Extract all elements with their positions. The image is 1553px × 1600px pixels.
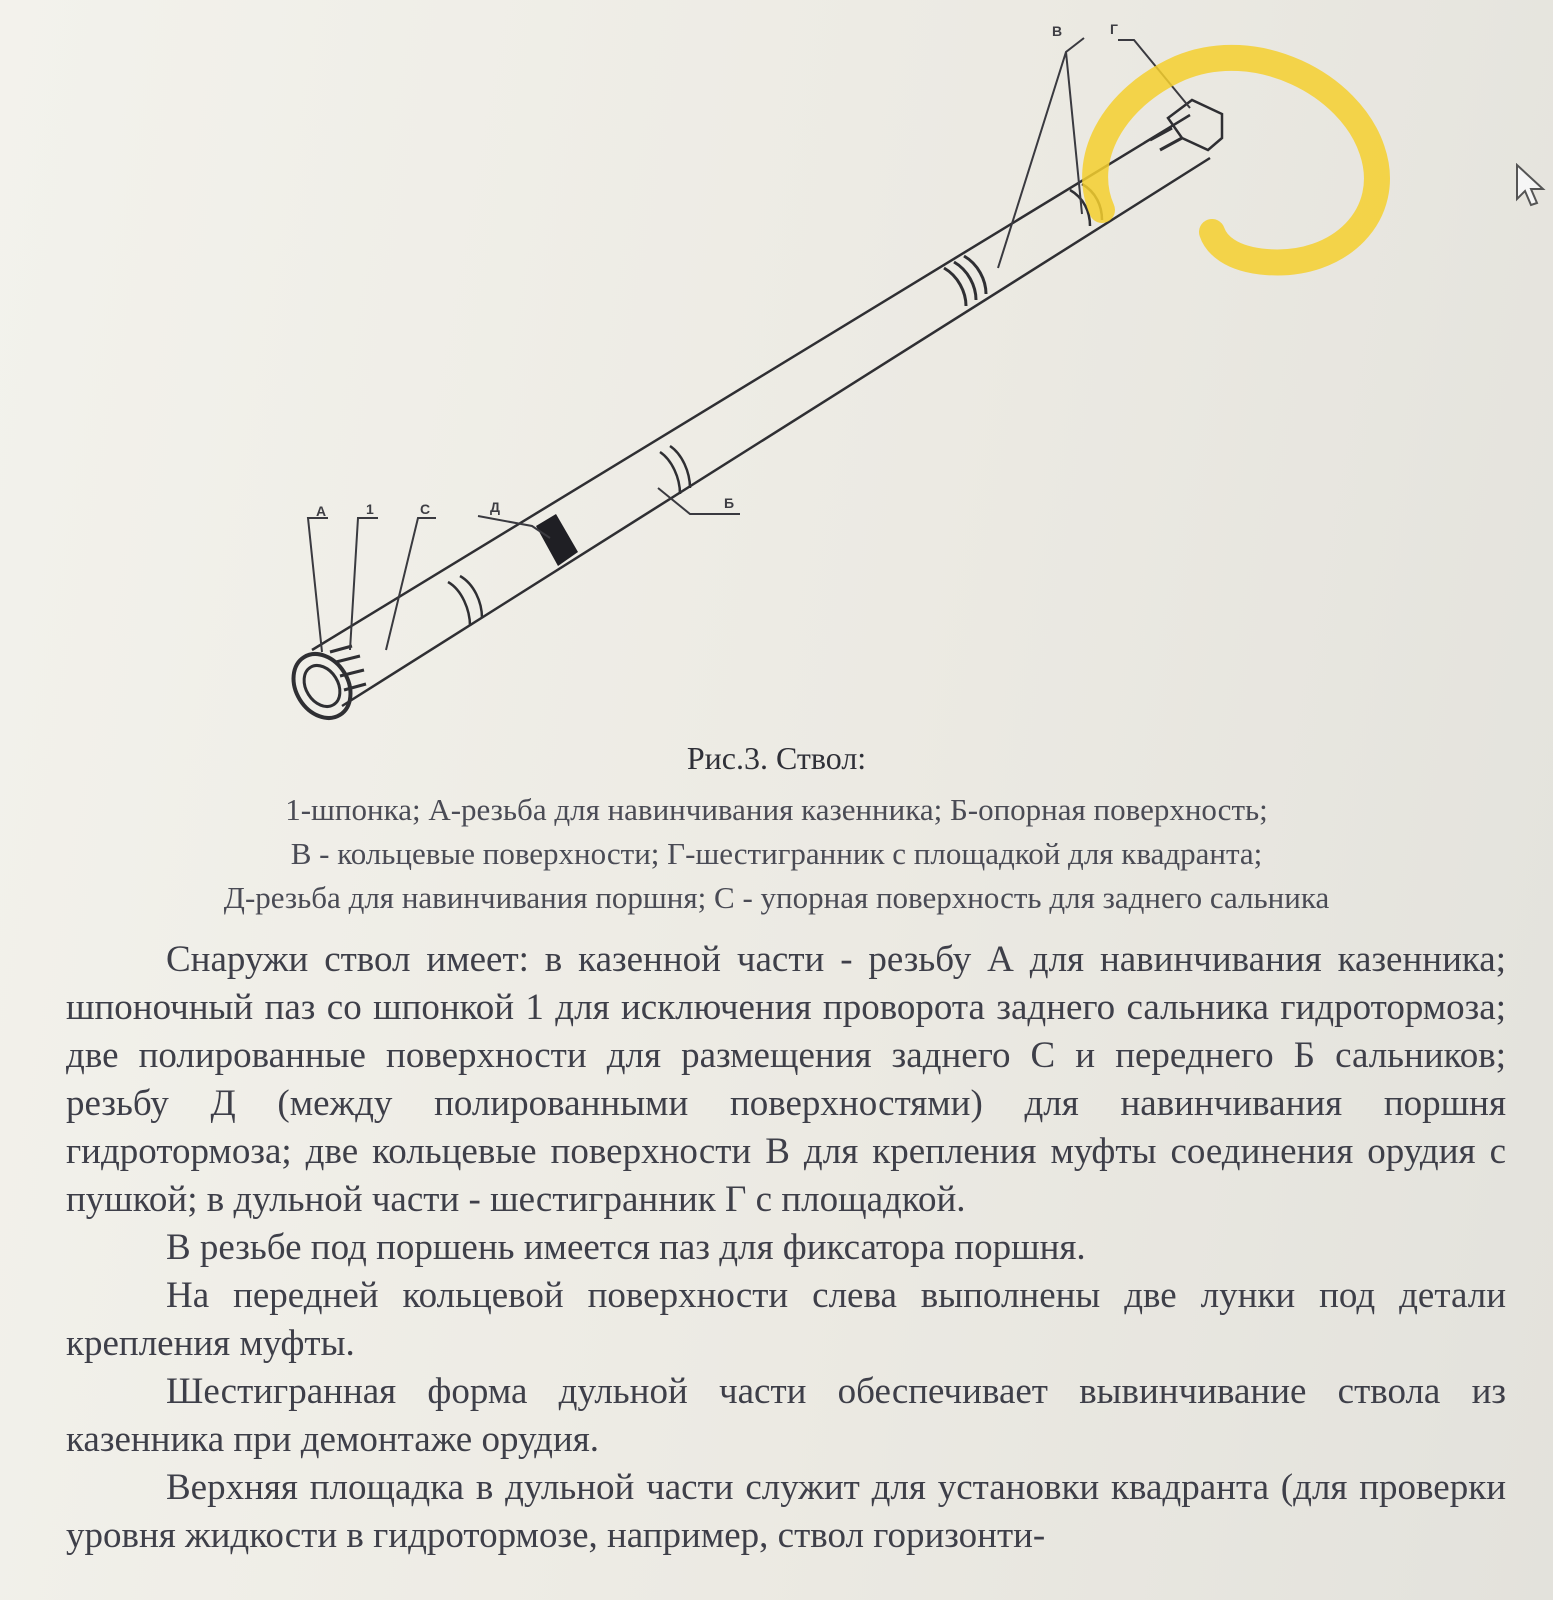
mouse-pointer-icon [1515, 163, 1547, 209]
callout-g: Г [1110, 21, 1118, 37]
callout-v: В [1052, 23, 1063, 39]
body-text [66, 936, 1506, 1560]
figure-legend-line: Д-резьба для навинчивания поршня; С - упорная поверхность для заднего сальника [223, 880, 1330, 915]
barrel-figure [0, 0, 1553, 740]
leader-s [386, 518, 436, 650]
ring-b [660, 446, 690, 494]
leader-1 [350, 518, 378, 650]
callout-d: Д [490, 499, 500, 515]
body-paragraph: На передней кольцевой поверхности слева выполнены две лунки под детали крепления муфты. [66, 1275, 1506, 1364]
body-paragraph: В резьбе под поршень имеется паз для фиксатора поршня. [166, 1227, 1086, 1268]
body-paragraph: Снаружи ствол имеет: в казенной части - резьбу А для навинчивания казенника; шпоночный паз со шпонкой 1 для исключения проворота заднего сальника гидротормоза; две полированные поверхности для размещения заднего С и переднего Б сальников; резьбу Д (между полированными поверхностями) для навинчивания поршня гидротормоза; две кольцевые поверхности В для крепления муфты соединения орудия с пушкой; в дульной части - шестигранник Г с площадкой. [66, 939, 1506, 1220]
callout-s: С [420, 501, 431, 517]
callout-1: 1 [366, 501, 374, 517]
body-paragraph: Шестигранная форма дульной части обеспечивает вывинчивание ствола из казенника при демонтаже орудия. [66, 1371, 1506, 1460]
collar-c [448, 576, 482, 626]
figure-legend-line: В - кольцевые поверхности; Г-шестигранник с площадкой для квадранта; [290, 836, 1263, 871]
figure-caption-title: Рис.3. Ствол: [686, 740, 867, 776]
ring-v1 [944, 256, 986, 306]
barrel-outline-bottom [342, 158, 1210, 706]
thread-d-band [536, 514, 578, 566]
leader-lines [308, 38, 1190, 652]
figure-legend-line: 1-шпонка; А-резьба для навинчивания казенника; Б-опорная поверхность; [285, 792, 1268, 827]
callout-a: А [316, 503, 327, 519]
leader-a [308, 518, 328, 652]
barrel-outline-top [312, 115, 1190, 650]
leader-v [998, 38, 1084, 268]
body-paragraph: Верхняя площадка в дульной части служит для установки квадранта (для проверки уровня жидкости в гидротормозе, например, ствол горизонти- [66, 1467, 1506, 1556]
yellow-highlight-stroke [1095, 58, 1377, 263]
callout-b: Б [724, 495, 735, 511]
breech-ring-outer [282, 643, 362, 728]
